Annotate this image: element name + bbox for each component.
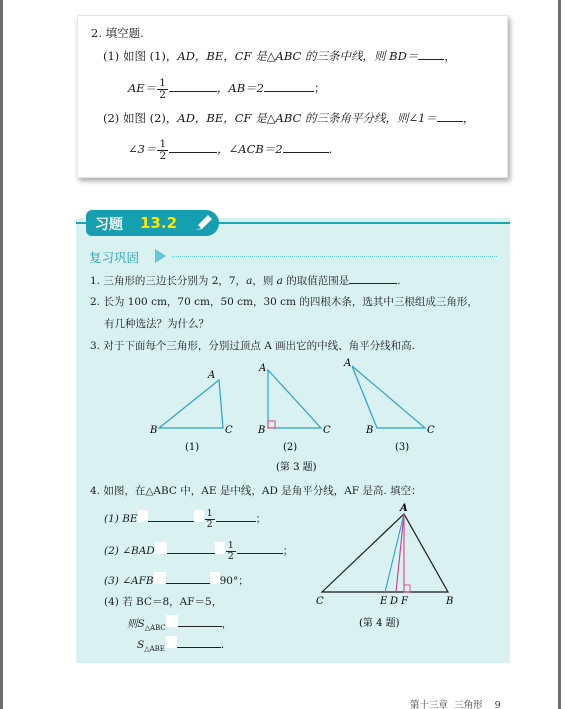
q1-lead: (1) 如图 (1)，	[103, 49, 178, 63]
q2-half-fraction: $\frac{1}{2}$	[159, 137, 167, 162]
window-left-border	[0, 0, 3, 709]
section-title: 复习巩固	[89, 250, 140, 265]
q1-var: a	[246, 275, 253, 287]
q4-p2-label: (2) ∠BAD	[104, 545, 155, 557]
exercise-q2-line2: 有几种选法？为什么？	[104, 318, 209, 330]
fig3-1-label-a: A	[208, 370, 216, 381]
q1-semicolon: ；	[313, 81, 326, 95]
triangle-abc	[322, 514, 448, 592]
q4-p2-blank-2[interactable]	[237, 543, 283, 554]
q2-acb-label: ，∠ACB＝2	[217, 142, 283, 156]
fig3-3-label-a: A	[344, 358, 352, 369]
fig4-label-d: D	[390, 596, 399, 607]
pencil-icon	[192, 213, 214, 233]
q1-ae-label: AE＝	[128, 81, 157, 95]
q4-p1-blank-2[interactable]	[216, 511, 256, 522]
q1-end: .	[397, 275, 401, 287]
exercise-q1	[90, 273, 401, 289]
q1-range-blank[interactable]	[349, 273, 397, 284]
q4-item-3	[104, 572, 249, 589]
q4-p4c-sub: △ABE	[144, 645, 165, 654]
q4-p3-label: (3) ∠AFB	[104, 575, 154, 587]
fill-in-title: 2. 填空题.	[91, 26, 144, 40]
figure-3	[145, 356, 445, 476]
q4-p1-semi: ；	[255, 513, 267, 525]
fill-in-q2-line2	[128, 137, 332, 162]
q1-ae-blank[interactable]	[169, 80, 217, 92]
fig4-label-c: C	[316, 596, 324, 607]
q4-p4b-comma: ，	[221, 618, 233, 630]
fig3-3-label-c: C	[427, 425, 435, 436]
q4-item-1	[104, 508, 266, 530]
q4-item-2	[104, 540, 293, 562]
q1-var2: a	[276, 275, 283, 287]
q2-acb-blank[interactable]	[283, 141, 329, 153]
q4-item-4b	[127, 615, 232, 636]
footer-chapter-name: 三角形	[454, 700, 483, 709]
figure-4	[310, 500, 470, 635]
fill-in-q1-line1	[103, 48, 456, 64]
q4-p3-end: 90°；	[219, 575, 249, 587]
footer-chapter: 第十三章	[410, 700, 449, 709]
q4-item-4c	[137, 636, 224, 657]
fig3-1-label-b: B	[150, 425, 158, 436]
q1-text: AD，BE，CF 是△ABC 的三条中线，则 BD＝	[177, 49, 419, 63]
fig4-label-b: B	[446, 596, 454, 607]
q4-p4c-label: S	[137, 639, 145, 651]
q2-period: .	[328, 142, 333, 156]
triangle-3	[352, 366, 425, 428]
window-right-border	[558, 0, 561, 709]
q4-p2-blank-1[interactable]	[167, 543, 215, 554]
q4-p4b-blank[interactable]	[178, 616, 222, 627]
exercise-badge	[86, 210, 219, 236]
q2-angle1-blank[interactable]	[437, 110, 463, 122]
q1-mid: ，则	[252, 275, 277, 287]
q2-comma: ，	[462, 111, 475, 125]
q2-angle3-blank[interactable]	[169, 141, 217, 153]
q1-comma: ，	[444, 49, 456, 63]
badge-title: 习题	[95, 217, 123, 233]
q4-p2-half: $\frac{1}{2}$	[227, 539, 234, 562]
exercise-q3: 3. 对于下面每个三角形，分别过顶点 A 画出它的中线、角平分线和高.	[90, 340, 415, 352]
q4-p4c-dot: .	[220, 639, 225, 651]
q2-angle3-label: ∠3＝	[128, 142, 157, 156]
q2-text: AD，BE，CF 是△ABC 的三条角平分线，则∠1＝	[177, 111, 437, 125]
footer-page-number: 9	[494, 700, 501, 709]
fig3-caption-1: (1)	[185, 442, 200, 453]
q4-p3-blank[interactable]	[166, 573, 210, 584]
right-angle-mark	[268, 421, 275, 428]
fig3-2-label-b: B	[258, 425, 266, 436]
badge-number: 13.2	[140, 214, 178, 232]
fig3-title: (第 3 题)	[276, 462, 317, 473]
median-ae	[385, 514, 404, 592]
q1-post: 的取值范围是	[282, 275, 350, 287]
exercise-header	[76, 210, 510, 238]
q1-half-fraction: $\frac{1}{2}$	[159, 76, 166, 101]
triangle-2	[268, 370, 321, 428]
page-footer	[410, 697, 501, 709]
fig4-label-f: F	[401, 596, 408, 607]
q4-p2-semi: ；	[282, 545, 294, 557]
q4-p4b-sub: △ABC	[144, 624, 166, 633]
fig3-3-label-b: B	[366, 425, 374, 436]
q4-p4b-label: 则S	[127, 618, 145, 630]
fig4-label-e: E	[380, 596, 388, 607]
play-arrow-icon	[155, 249, 166, 263]
right-angle-mark-f	[404, 585, 410, 592]
fig3-1-label-c: C	[225, 425, 233, 436]
fig3-2-label-c: C	[323, 425, 331, 436]
fill-in-q2-line1	[103, 110, 474, 126]
q4-p1-half: $\frac{1}{2}$	[206, 507, 213, 530]
q2-lead: (2) 如图 (2)，	[103, 111, 178, 125]
q1-ab-label: ，AB＝2	[216, 81, 264, 95]
fig3-caption-2: (2)	[283, 442, 298, 453]
fig4-title: (第 4 题)	[359, 618, 400, 629]
fig4-label-a: A	[400, 503, 408, 514]
q1-bd-blank[interactable]	[418, 48, 444, 60]
q4-p1-blank-1[interactable]	[148, 511, 194, 522]
q4-p1-label: (1) BE	[104, 513, 138, 525]
exercise-q2-line1: 2. 长为 100 cm，70 cm，50 cm，30 cm 的四根木条，选其中三根组成三角形，	[90, 296, 478, 308]
triangle-1	[159, 380, 223, 428]
q1-ab-blank[interactable]	[264, 80, 314, 92]
q4-item-4a: (4) 若 BC＝8，AF＝5，	[104, 596, 223, 608]
fill-in-q1-line2	[128, 76, 325, 101]
dotted-divider	[172, 256, 497, 257]
fig3-2-label-a: A	[259, 363, 267, 374]
bisector-ad	[396, 514, 404, 592]
q1-pre: 1. 三角形的三边长分别为 2，7，	[90, 275, 247, 287]
exercise-q4-intro: 4. 如图，在△ABC 中，AE 是中线，AD 是角平分线，AF 是高. 填空：	[90, 485, 422, 497]
fig3-caption-3: (3)	[395, 442, 410, 453]
q4-p4c-blank[interactable]	[177, 637, 221, 648]
